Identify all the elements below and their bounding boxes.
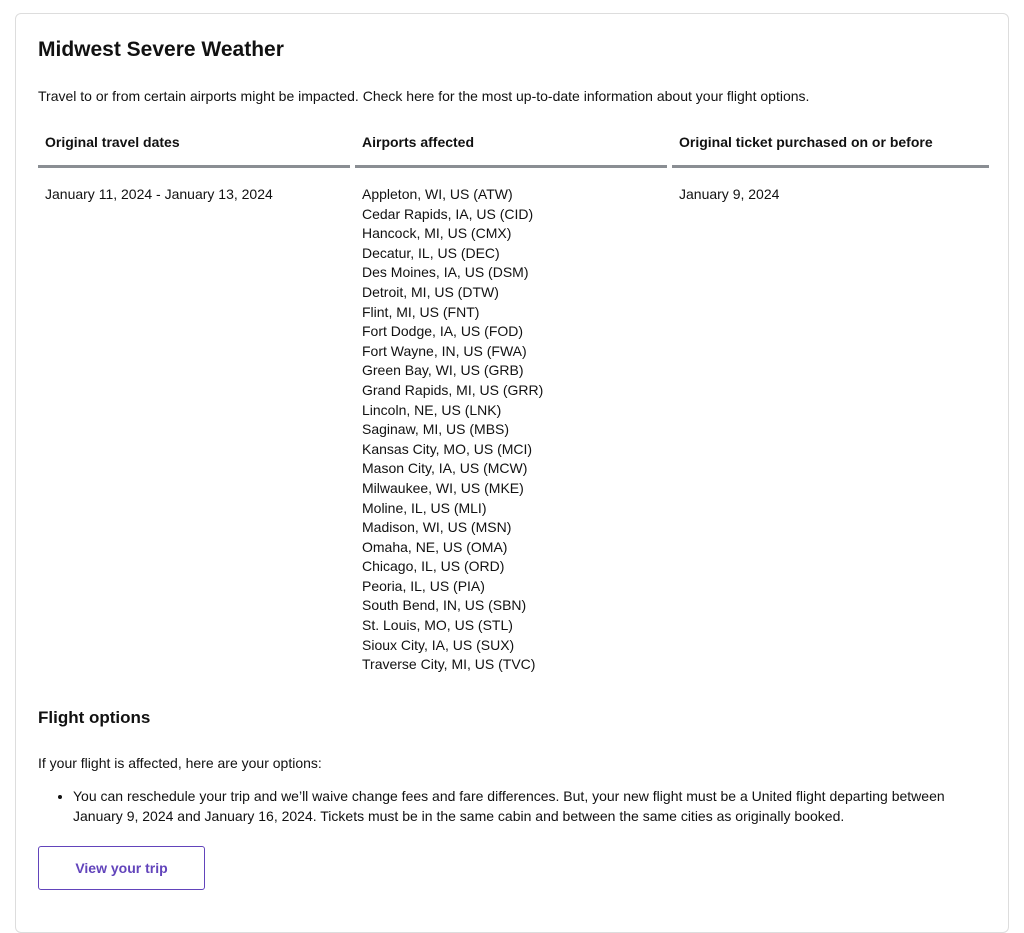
airport-list-item: Lincoln, NE, US (LNK) xyxy=(362,401,502,418)
header-original-travel-dates: Original travel dates xyxy=(38,132,350,168)
airport-list-item: Omaha, NE, US (OMA) xyxy=(362,538,508,555)
airport-list-item: Milwaukee, WI, US (MKE) xyxy=(362,479,524,496)
airport-list-item: South Bend, IN, US (SBN) xyxy=(362,597,527,614)
airport-list-item: Moline, IL, US (MLI) xyxy=(362,499,487,516)
airport-list-item: St. Louis, MO, US (STL) xyxy=(362,617,513,634)
flight-options-title: Flight options xyxy=(38,708,151,727)
flight-option-item: • You can reschedule your trip and we’ll waive change fees and fare differences. But, your new flight must be a United flight departing between January 9, 2024 and January 16, 2024. Tickets must be in the same cabin and between the same cities as originally booked. xyxy=(73,786,958,826)
airport-list-item: Cedar Rapids, IA, US (CID) xyxy=(362,205,534,222)
airport-list-item: Decatur, IL, US (DEC) xyxy=(362,244,500,261)
airport-list-item: Peoria, IL, US (PIA) xyxy=(362,577,485,594)
airport-list-item: Madison, WI, US (MSN) xyxy=(362,519,512,536)
airport-list-item: Appleton, WI, US (ATW) xyxy=(362,186,513,202)
airport-list-item: Green Bay, WI, US (GRB) xyxy=(362,362,524,379)
notice-title: Midwest Severe Weather xyxy=(38,38,284,61)
travel-dates-value: January 11, 2024 - January 13, 2024 xyxy=(45,186,273,202)
airport-list-item: Des Moines, IA, US (DSM) xyxy=(362,264,529,281)
airport-list-item: Grand Rapids, MI, US (GRR) xyxy=(362,381,544,398)
header-airports-affected: Airports affected xyxy=(355,132,667,168)
airport-list-item: Fort Wayne, IN, US (FWA) xyxy=(362,342,527,359)
airport-list-item: Traverse City, MI, US (TVC) xyxy=(362,656,536,673)
purchase-date-value: January 9, 2024 xyxy=(679,186,780,202)
view-your-trip-button[interactable]: View your trip xyxy=(38,846,205,890)
weather-notice-card xyxy=(15,13,1009,933)
airport-list-item: Sioux City, IA, US (SUX) xyxy=(362,636,515,653)
airport-list-item: Chicago, IL, US (ORD) xyxy=(362,558,505,575)
airports-cell xyxy=(362,185,543,675)
airport-list-item: Mason City, IA, US (MCW) xyxy=(362,460,528,477)
flight-options-list xyxy=(38,786,958,826)
airport-list-item: Saginaw, MI, US (MBS) xyxy=(362,421,510,438)
header-ticket-purchased-before: Original ticket purchased on or before xyxy=(672,132,989,168)
airport-list-item: Fort Dodge, IA, US (FOD) xyxy=(362,323,524,340)
airport-list-item: Detroit, MI, US (DTW) xyxy=(362,283,499,300)
airport-list xyxy=(362,185,543,675)
airport-list-item: Flint, MI, US (FNT) xyxy=(362,303,480,320)
notice-intro: Travel to or from certain airports might be impacted. Check here for the most up-to-date information about your flight options. xyxy=(38,88,810,104)
airport-list-item: Hancock, MI, US (CMX) xyxy=(362,225,512,242)
flight-options-intro: If your flight is affected, here are your options: xyxy=(38,755,322,771)
airport-list-item: Kansas City, MO, US (MCI) xyxy=(362,440,533,457)
